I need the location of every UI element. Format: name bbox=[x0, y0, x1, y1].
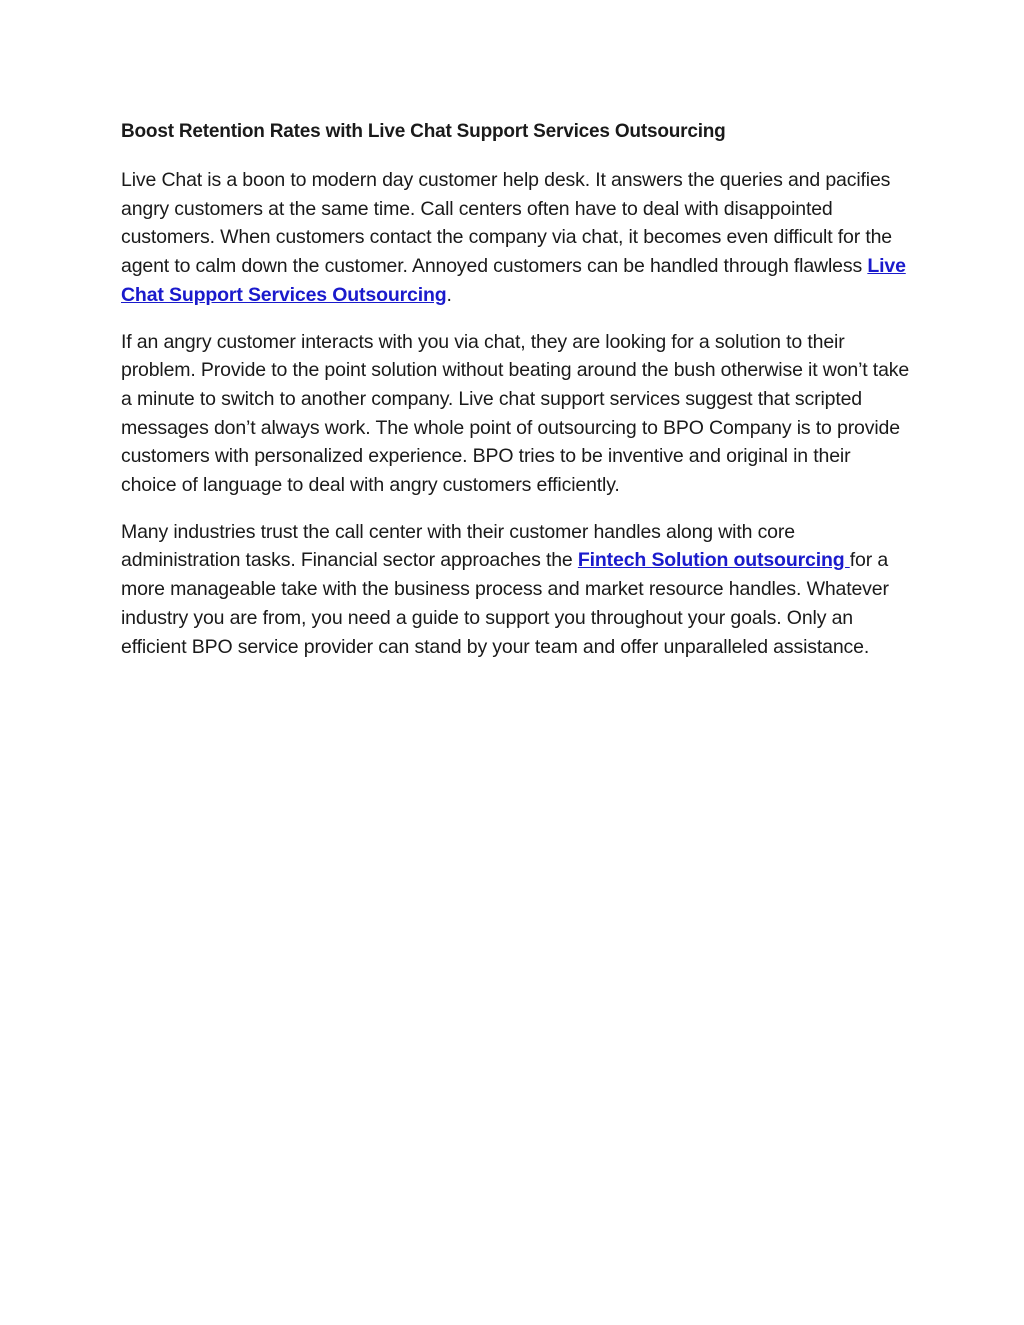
paragraph-3-text-after: for a more manageable take with the business process and market resource handles. Whatever industry you are from, you need a guide to support you throughout your goals. Only an efficient BPO service provider can stand by your team and offer unparalleled assistance. bbox=[121, 549, 889, 658]
paragraph-2 bbox=[121, 328, 911, 500]
paragraph-1-text-before: Live Chat is a boon to modern day customer help desk. It answers the queries and pacifies angry customers at the same time. Call centers often have to deal with disappointed customers. When customers contact the company via chat, it becomes even difficult for the agent to calm down the customer. Annoyed customers can be handled through flawless bbox=[121, 169, 892, 278]
paragraph-2-text: If an angry customer interacts with you via chat, they are looking for a solution to their problem. Provide to the point solution without beating around the bush otherwise it won’t take a minute to switch to another company. Live chat support services suggest that scripted messages don’t always work. The whole point of outsourcing to BPO Company is to provide customers with personalized experience. BPO tries to be inventive and original in their choice of language to deal with angry customers efficiently. bbox=[121, 330, 910, 497]
document-body bbox=[121, 118, 911, 679]
paragraph-3-text-before: Many industries trust the call center with their customer handles along with core administration tasks. Financial sector approaches the bbox=[121, 520, 795, 572]
paragraph-1 bbox=[121, 166, 911, 310]
live-chat-support-link[interactable]: Live Chat Support Services Outsourcing bbox=[121, 255, 906, 306]
document-title: Boost Retention Rates with Live Chat Support Services Outsourcing bbox=[121, 121, 726, 142]
paragraph-3 bbox=[121, 518, 911, 662]
fintech-solution-link[interactable]: Fintech Solution outsourcing bbox=[577, 549, 850, 572]
paragraph-1-text-after: . bbox=[446, 283, 452, 306]
